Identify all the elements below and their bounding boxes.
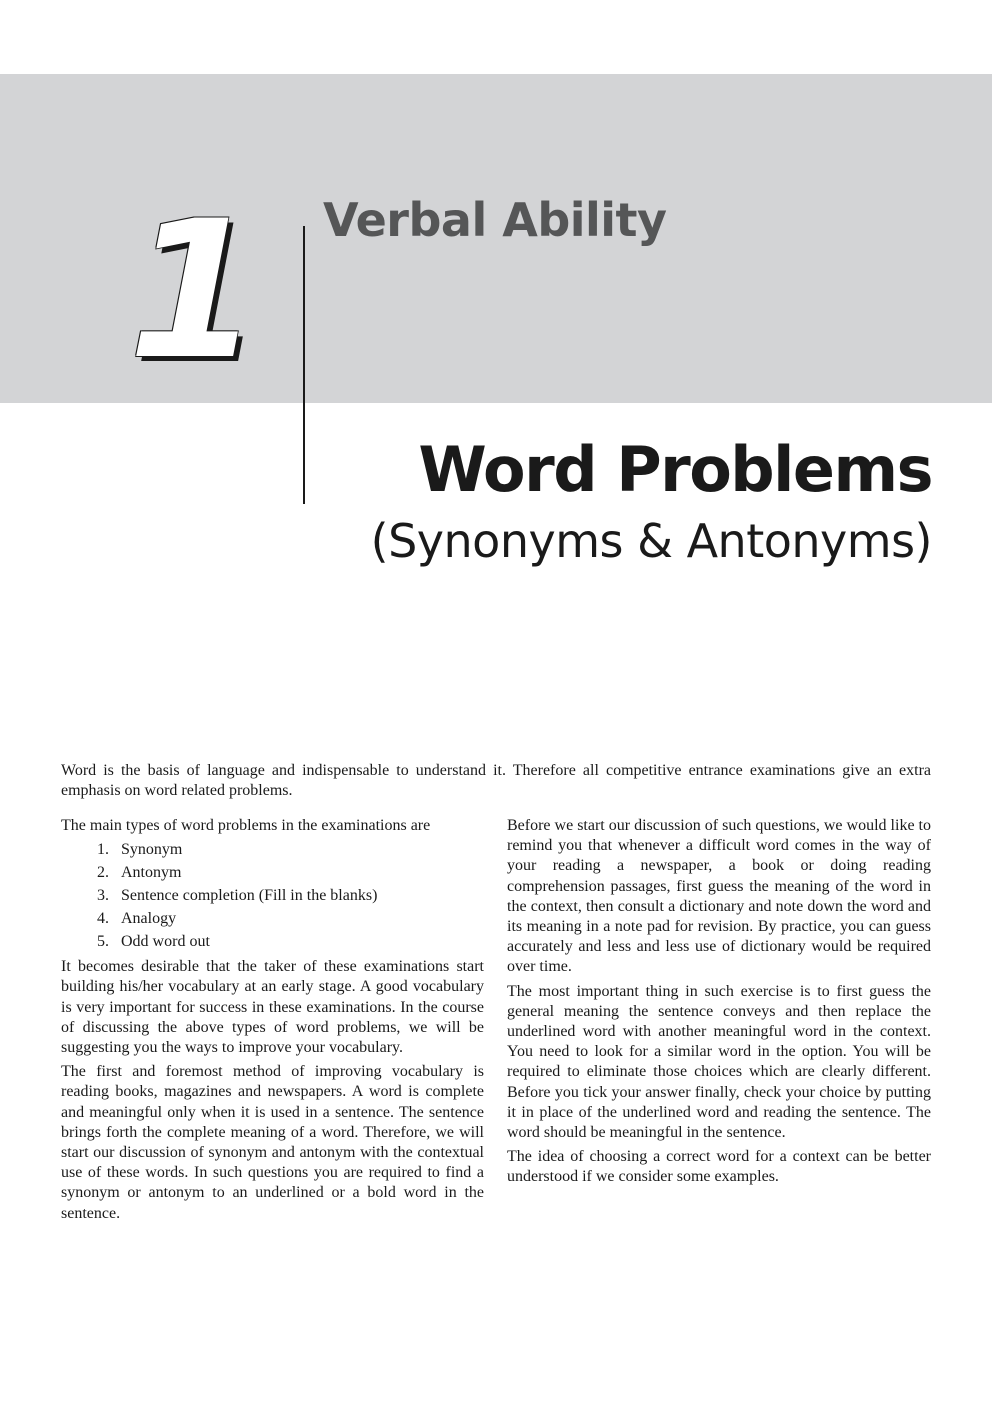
chapter-title: Word Problems	[418, 433, 932, 506]
right-paragraph-2: The most important thing in such exercise is to first guess the general meaning the sentence conveys and then replace the underlined word with another meaningful word in the context. You need to look for a similar word in the option. You will be required to eliminate those choices which are clearly different. Before you tick your answer finally, check your choice by putting it in place of the underlined word and reading the sentence. The word should be meaningful in the sentence.	[507, 982, 931, 1142]
section-title: Verbal Ability	[323, 193, 667, 247]
list-item-text: Sentence completion (Fill in the blanks)	[121, 887, 378, 905]
chapter-subtitle: (Synonyms & Antonyms)	[370, 514, 932, 568]
list-item-number: 3.	[97, 887, 109, 905]
left-paragraph-1: It becomes desirable that the taker of these examinations start building his/her vocabulary at an early stage. A good vocabulary is very important for success in these examinations. In the course of discussing the above types of word problems, we will be suggesting you the ways to improve your vocabulary.	[61, 958, 484, 1057]
word-problem-types-list	[61, 838, 484, 953]
list-item-number: 2.	[97, 864, 109, 882]
list-item-number: 1.	[97, 841, 109, 859]
list-item-text: Antonym	[121, 864, 182, 882]
list-item-text: Odd word out	[121, 933, 210, 951]
list-item-number: 4.	[97, 910, 109, 928]
list-item-number: 5.	[97, 933, 109, 951]
list-item	[61, 930, 484, 953]
right-paragraph-3: The idea of choosing a correct word for a context can be better understood if we consider some examples.	[507, 1148, 931, 1186]
header-divider	[303, 226, 305, 504]
list-item-text: Synonym	[121, 841, 183, 859]
intro-paragraph: Word is the basis of language and indispensable to understand it. Therefore all competitive entrance examinations give an extra emphasis on word related problems.	[61, 762, 931, 800]
right-column	[507, 816, 931, 1192]
list-item	[61, 838, 484, 861]
left-column	[61, 816, 484, 1228]
list-item	[61, 861, 484, 884]
left-paragraph-2: The first and foremost method of improving vocabulary is reading books, magazines and newspapers. A word is complete and meaningful only when it is used in a sentence. The sentence brings forth the complete meaning of a word. Therefore, we will start our discussion of synonym and antonym with the contextual use of these words. In such questions you are required to find a synonym or antonym to an underlined or a bold word in the sentence.	[61, 1063, 484, 1222]
list-lead: The main types of word problems in the examinations are	[61, 817, 431, 834]
chapter-number: 1	[128, 180, 261, 401]
list-item-text: Analogy	[121, 910, 177, 928]
list-item	[61, 884, 484, 907]
list-item	[61, 907, 484, 930]
right-paragraph-1: Before we start our discussion of such questions, we would like to remind you that whenever a difficult word comes in the way of your reading a newspaper, a book or doing reading comprehension passages, first guess the meaning of the word in the context, then consult a dictionary and note down the word and its meaning in a note pad for revision. By practice, you can guess accurately and less and less use of dictionary would be required over time.	[507, 817, 931, 976]
